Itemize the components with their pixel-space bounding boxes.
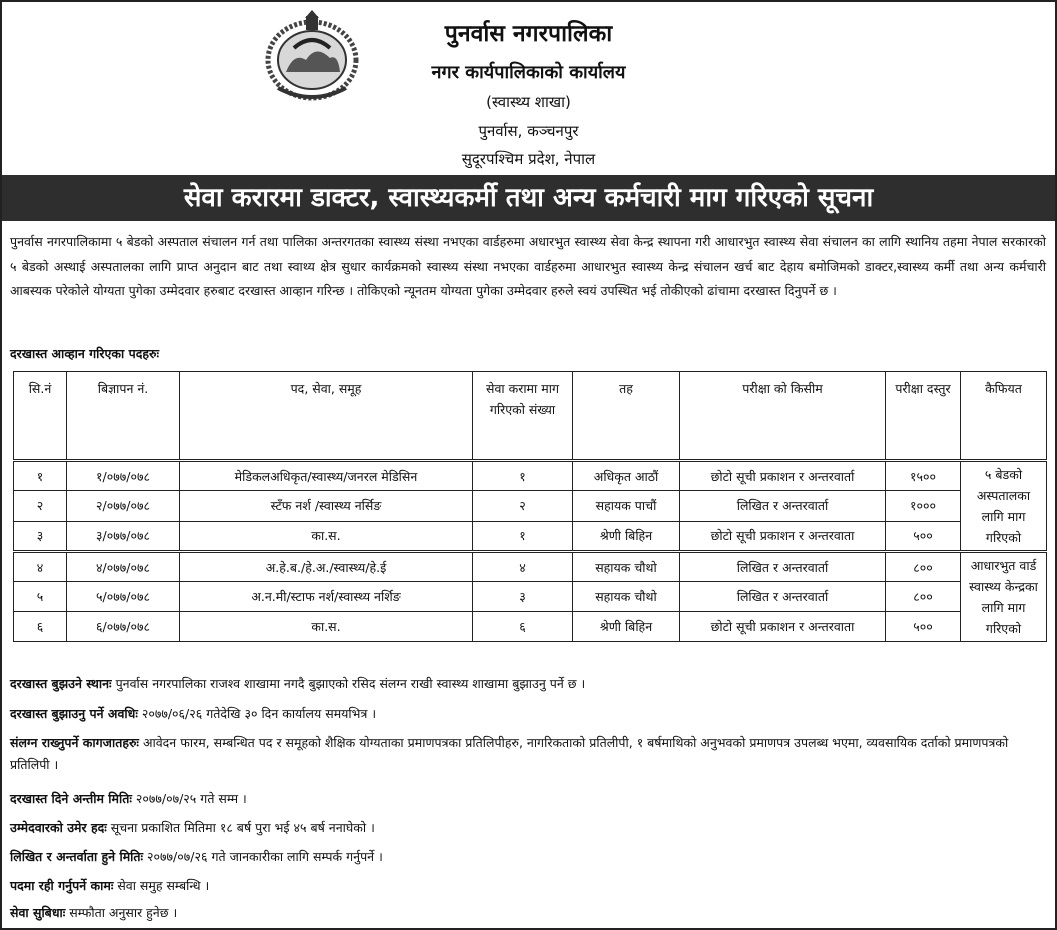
- fact-age-limit: [10, 817, 1046, 839]
- fact-value: सूचना प्रकाशित मितिमा १८ बर्ष पुरा भई ४५ बर्ष ननाघेको ।: [106, 820, 375, 835]
- cell-exam: छोटो सूची प्रकाशन र अन्तरवाता: [680, 521, 886, 551]
- fact-label: संलग्न राख्नुपर्ने कागजातहरुः: [10, 735, 139, 750]
- cell-exam: छोटो सूची प्रकाशन र अन्तरवार्ता: [680, 461, 886, 491]
- table-row: [14, 582, 1047, 612]
- province-name: सुदूरपश्चिम प्रदेश, नेपाल: [461, 150, 596, 168]
- cell-fee: १०००: [886, 491, 961, 521]
- cell-count: ३: [473, 582, 573, 612]
- cell-ad-no: ३/०७७/०७८: [67, 521, 180, 551]
- cell-post: स्टँफ नर्श /स्वास्थ्य नर्सिङ: [180, 491, 473, 521]
- cell-level: सहायक चौथो: [573, 552, 680, 582]
- cell-level: सहायक पाचौं: [573, 491, 680, 521]
- column-header: बिज्ञापन नं.: [67, 372, 180, 461]
- fact-submission-period: [10, 703, 1046, 725]
- cell-count: १: [473, 521, 573, 551]
- fact-label: दरखास्त दिने अन्तीम मितिः: [10, 791, 132, 806]
- posts-table: [13, 371, 1047, 642]
- cell-count: ६: [473, 612, 573, 642]
- cell-level: अधिकृत आठौं: [573, 461, 680, 491]
- fact-label: लिखित र अन्तर्वाता हुने मितिः: [10, 849, 144, 864]
- cell-level: सहायक चौथो: [573, 582, 680, 612]
- cell-ad-no: १/०७७/०७८: [67, 461, 180, 491]
- fact-submission-place: [10, 673, 1046, 695]
- column-header: पद, सेवा, समूह: [180, 372, 473, 461]
- cell-fee: ५००: [886, 521, 961, 551]
- cell-sn: २: [14, 491, 67, 521]
- cell-count: १: [473, 461, 573, 491]
- fact-value: सम्फौता अनुसार हुनेछ ।: [65, 905, 178, 920]
- cell-fee: ५००: [886, 612, 961, 642]
- cell-ad-no: ५/०७७/०७८: [67, 582, 180, 612]
- fact-value: २०७७/०६/२६ गतेदेखि ३० दिन कार्यालय समयभित्र ।: [137, 706, 377, 721]
- cell-exam: छोटो सूची प्रकाशन र अन्तरवाता: [680, 612, 886, 642]
- fact-last-date: [10, 788, 1046, 810]
- table-row: [14, 521, 1047, 551]
- cell-sn: १: [14, 461, 67, 491]
- cell-exam: लिखित र अन्तरवार्ता: [680, 582, 886, 612]
- fact-required-documents: [10, 732, 1046, 776]
- cell-post: का.स.: [180, 521, 473, 551]
- cell-sn: ५: [14, 582, 67, 612]
- cell-fee: ८००: [886, 582, 961, 612]
- cell-ad-no: २/०७७/०७८: [67, 491, 180, 521]
- table-row: [14, 491, 1047, 521]
- cell-sn: ६: [14, 612, 67, 642]
- cell-post: मेडिकलअधिकृत/स्वास्थ्य/जनरल मेडिसिन: [180, 461, 473, 491]
- fact-label: उम्मेदवारको उमेर हदः: [10, 820, 107, 835]
- fact-value: २०७७/०७/२५ गते सम्म ।: [131, 791, 247, 806]
- cell-sn: ४: [14, 552, 67, 582]
- fact-value: सेवा समुह सम्बन्धि ।: [113, 878, 210, 893]
- cell-count: ४: [473, 552, 573, 582]
- intro-paragraph: पुनर्वास नगरपालिकामा ५ बेडको अस्पताल संचालन गर्न तथा पालिका अन्तरगतका स्वास्थ्य संस्था नभएका वार्डहरुमा अधारभुत स्वास्थ्य सेवा केन्द्र स्थापना गरी आधारभुत स्वास्थ्य सेवा संचालन का लागि स्थानिय तहमा नेपाल सरकारको ५ बेडको अस्थाई अस्पतालका लागि प्राप्त अनुदान बाट तथा स्वाथ्य क्षेत्र सुधार कार्यक्रमको स्वास्थ्य संस्था नभएका वार्डहरुमा आधारभुत स्वास्थ्य केन्द्र संचालन खर्च बाट देहाय बमोजिमको डाक्टर,स्वास्थ्य कर्मी तथा अन्य कर्मचारी आबस्यक परेकोले योग्यता पुगेका उम्मेदवार हरुबाट दरखास्त आव्हान गरिन्छ । तोकिएको न्यूनतम योग्यता पुगेका उम्मेदवार हरुले स्वयं उपस्थित भई तोकीएको ढांचामा दरखास्त दिनुपर्ने छ ।: [10, 234, 1046, 298]
- column-header: परीक्षा को किसीम: [680, 372, 886, 461]
- cell-exam: लिखित र अन्तरवार्ता: [680, 491, 886, 521]
- column-header: सि.नं: [14, 372, 67, 461]
- cell-post: का.स.: [180, 612, 473, 642]
- fact-label: दरखास्त बुझउने स्थानः: [10, 676, 112, 691]
- table-heading: दरखास्त आव्हान गरिएका पदहरुः: [10, 346, 159, 361]
- fact-value: २०७७/०७/२६ गते जानकारीका लागि सम्पर्क गर्नुपर्ने ।: [143, 849, 383, 864]
- fact-label: दरखास्त बुझाउनु पर्ने अवधिः: [10, 706, 138, 721]
- fact-value: आवेदन फारम, सम्बन्धित पद र समूहको शैक्षिक योग्यताका प्रमाणपत्रका प्रतिलिपीहरु, नागरिकताको प्रतिलीपी, १ बर्षमाथिको अनुभवको प्रमाणपत्र उपलब्ध भएमा, व्यवसायिक दर्ताको प्रमाणपत्रको प्रतिलिपी ।: [10, 735, 1009, 772]
- cell-post: अ.न.मी/स्टाफ नर्श/स्वास्थ्य नर्शिङ: [180, 582, 473, 612]
- column-header: परीक्षा दस्तुर: [886, 372, 961, 461]
- cell-ad-no: ४/०७७/०७८: [67, 552, 180, 582]
- table-row: [14, 552, 1047, 582]
- column-header: कैफियत: [961, 372, 1047, 461]
- fact-benefits: [10, 902, 1046, 924]
- cell-sn: ३: [14, 521, 67, 551]
- notice-header: [2, 2, 1055, 172]
- fact-exam-date: [10, 846, 1046, 868]
- office-name: नगर कार्यपालिकाको कार्यालय: [431, 62, 626, 83]
- notice-title: सेवा करारमा डाक्टर, स्वास्थ्यकर्मी तथा अन्य कर्मचारी माग गरिएको सूचना: [2, 175, 1055, 221]
- cell-remark: ५ बेडको अस्पतालका लागि माग गरिएको: [961, 461, 1047, 552]
- cell-exam: लिखित र अन्तरवार्ता: [680, 552, 886, 582]
- column-header: सेवा करामा माग गरिएको संख्या: [473, 372, 573, 461]
- column-header: तह: [573, 372, 680, 461]
- fact-label: पदमा रही गर्नुपर्ने कामः: [10, 878, 114, 893]
- table-row: [14, 612, 1047, 642]
- cell-remark: आधारभुत वार्ड स्वास्थ्य केन्द्रका लागि माग गरिएको: [961, 552, 1047, 642]
- cell-level: श्रेणी बिहिन: [573, 521, 680, 551]
- department-name: (स्वास्थ्य शाखा): [486, 93, 571, 111]
- cell-ad-no: ६/०७७/०७८: [67, 612, 180, 642]
- fact-label: सेवा सुबिधाः: [10, 905, 66, 920]
- cell-level: श्रेणी बिहिन: [573, 612, 680, 642]
- cell-fee: १५००: [886, 461, 961, 491]
- fact-value: पुनर्वास नगरपालिका राजश्व शाखामा नगदै बुझाएको रसिद संलग्न राखी स्वास्थ्य शाखामा बुझाउनु पर्ने छ ।: [111, 676, 586, 691]
- cell-post: अ.हे.ब./हे.अ./स्वास्थ्य/हे.ई: [180, 552, 473, 582]
- cell-fee: ८००: [886, 552, 961, 582]
- office-address: पुनर्वास, कञ्चनपुर: [478, 122, 579, 140]
- cell-count: २: [473, 491, 573, 521]
- table-row: [14, 461, 1047, 491]
- table-header-row: [14, 372, 1047, 461]
- org-name: पुनर्वास नगरपालिका: [444, 21, 613, 47]
- fact-duties: [10, 875, 1046, 897]
